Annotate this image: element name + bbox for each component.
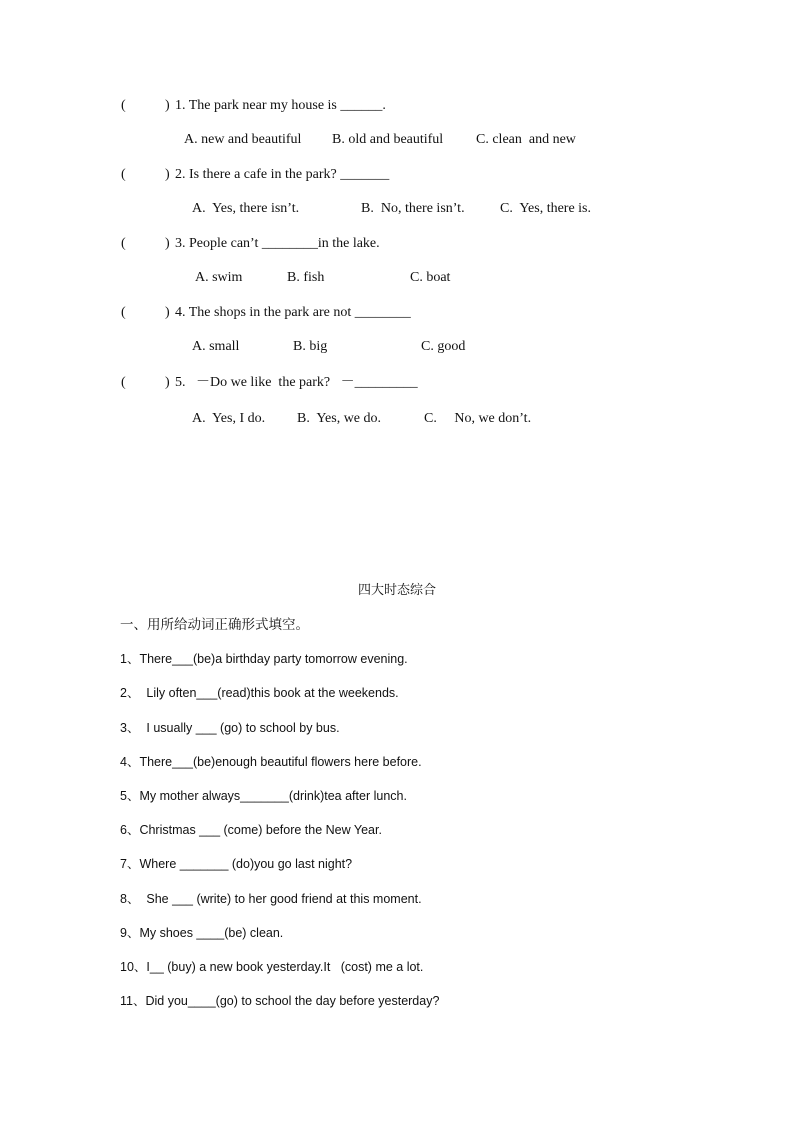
answer-paren-close: )	[165, 167, 170, 182]
fill-item-4: 4、There___(be)enough beautiful flowers here before.	[120, 755, 422, 769]
answer-paren-open: (	[121, 305, 126, 320]
option-c: C. No, we don’t.	[424, 411, 532, 426]
option-c: C. good	[421, 339, 466, 354]
option-a: A. Yes, there isn’t.	[192, 201, 300, 216]
option-b: B. No, there isn’t.	[361, 201, 465, 216]
answer-paren-close: )	[165, 236, 170, 251]
fill-item-9: 9、My shoes ____(be) clean.	[120, 926, 284, 940]
fill-item-10: 10、I__ (buy) a new book yesterday.It (cost) me a lot.	[120, 960, 424, 974]
section-title: 四大时态综合	[357, 582, 436, 597]
answer-paren-close: )	[165, 305, 170, 320]
answer-paren-open: (	[121, 236, 126, 251]
question-text: 1. The park near my house is ______.	[175, 98, 386, 113]
fill-item-7: 7、Where _______ (do)you go last night?	[120, 857, 353, 871]
question-text: 4. The shops in the park are not ________	[175, 305, 411, 320]
option-a: A. Yes, I do.	[192, 411, 266, 426]
fill-item-6: 6、Christmas ___ (come) before the New Year.	[120, 823, 382, 837]
option-c: C. clean and new	[476, 132, 576, 147]
option-b: B. big	[293, 339, 328, 354]
fill-item-5: 5、My mother always_______(drink)tea after lunch.	[120, 789, 407, 803]
answer-paren-open: (	[121, 98, 126, 113]
fill-item-8: 8、 She ___ (write) to her good friend at this moment.	[120, 892, 422, 906]
instruction-heading: 一、用所给动词正确形式填空。	[120, 617, 309, 632]
question-text: 5. －Do we like the park? －_________	[175, 375, 418, 390]
answer-paren-close: )	[165, 375, 170, 390]
option-a: A. small	[192, 339, 240, 354]
answer-paren-open: (	[121, 167, 126, 182]
option-b: B. old and beautiful	[332, 132, 444, 147]
question-text: 3. People can’t ________in the lake.	[175, 236, 380, 251]
fill-item-3: 3、 I usually ___ (go) to school by bus.	[120, 721, 340, 735]
option-b: B. fish	[287, 270, 325, 285]
fill-item-1: 1、There___(be)a birthday party tomorrow evening.	[120, 652, 408, 666]
option-a: A. new and beautiful	[184, 132, 302, 147]
option-c: C. Yes, there is.	[500, 201, 592, 216]
option-a: A. swim	[195, 270, 243, 285]
fill-item-11: 11、Did you____(go) to school the day before yesterday?	[120, 994, 440, 1008]
answer-paren-close: )	[165, 98, 170, 113]
answer-paren-open: (	[121, 375, 126, 390]
fill-item-2: 2、 Lily often___(read)this book at the weekends.	[120, 686, 399, 700]
option-b: B. Yes, we do.	[297, 411, 382, 426]
question-text: 2. Is there a cafe in the park? _______	[175, 167, 390, 182]
option-c: C. boat	[410, 270, 451, 285]
